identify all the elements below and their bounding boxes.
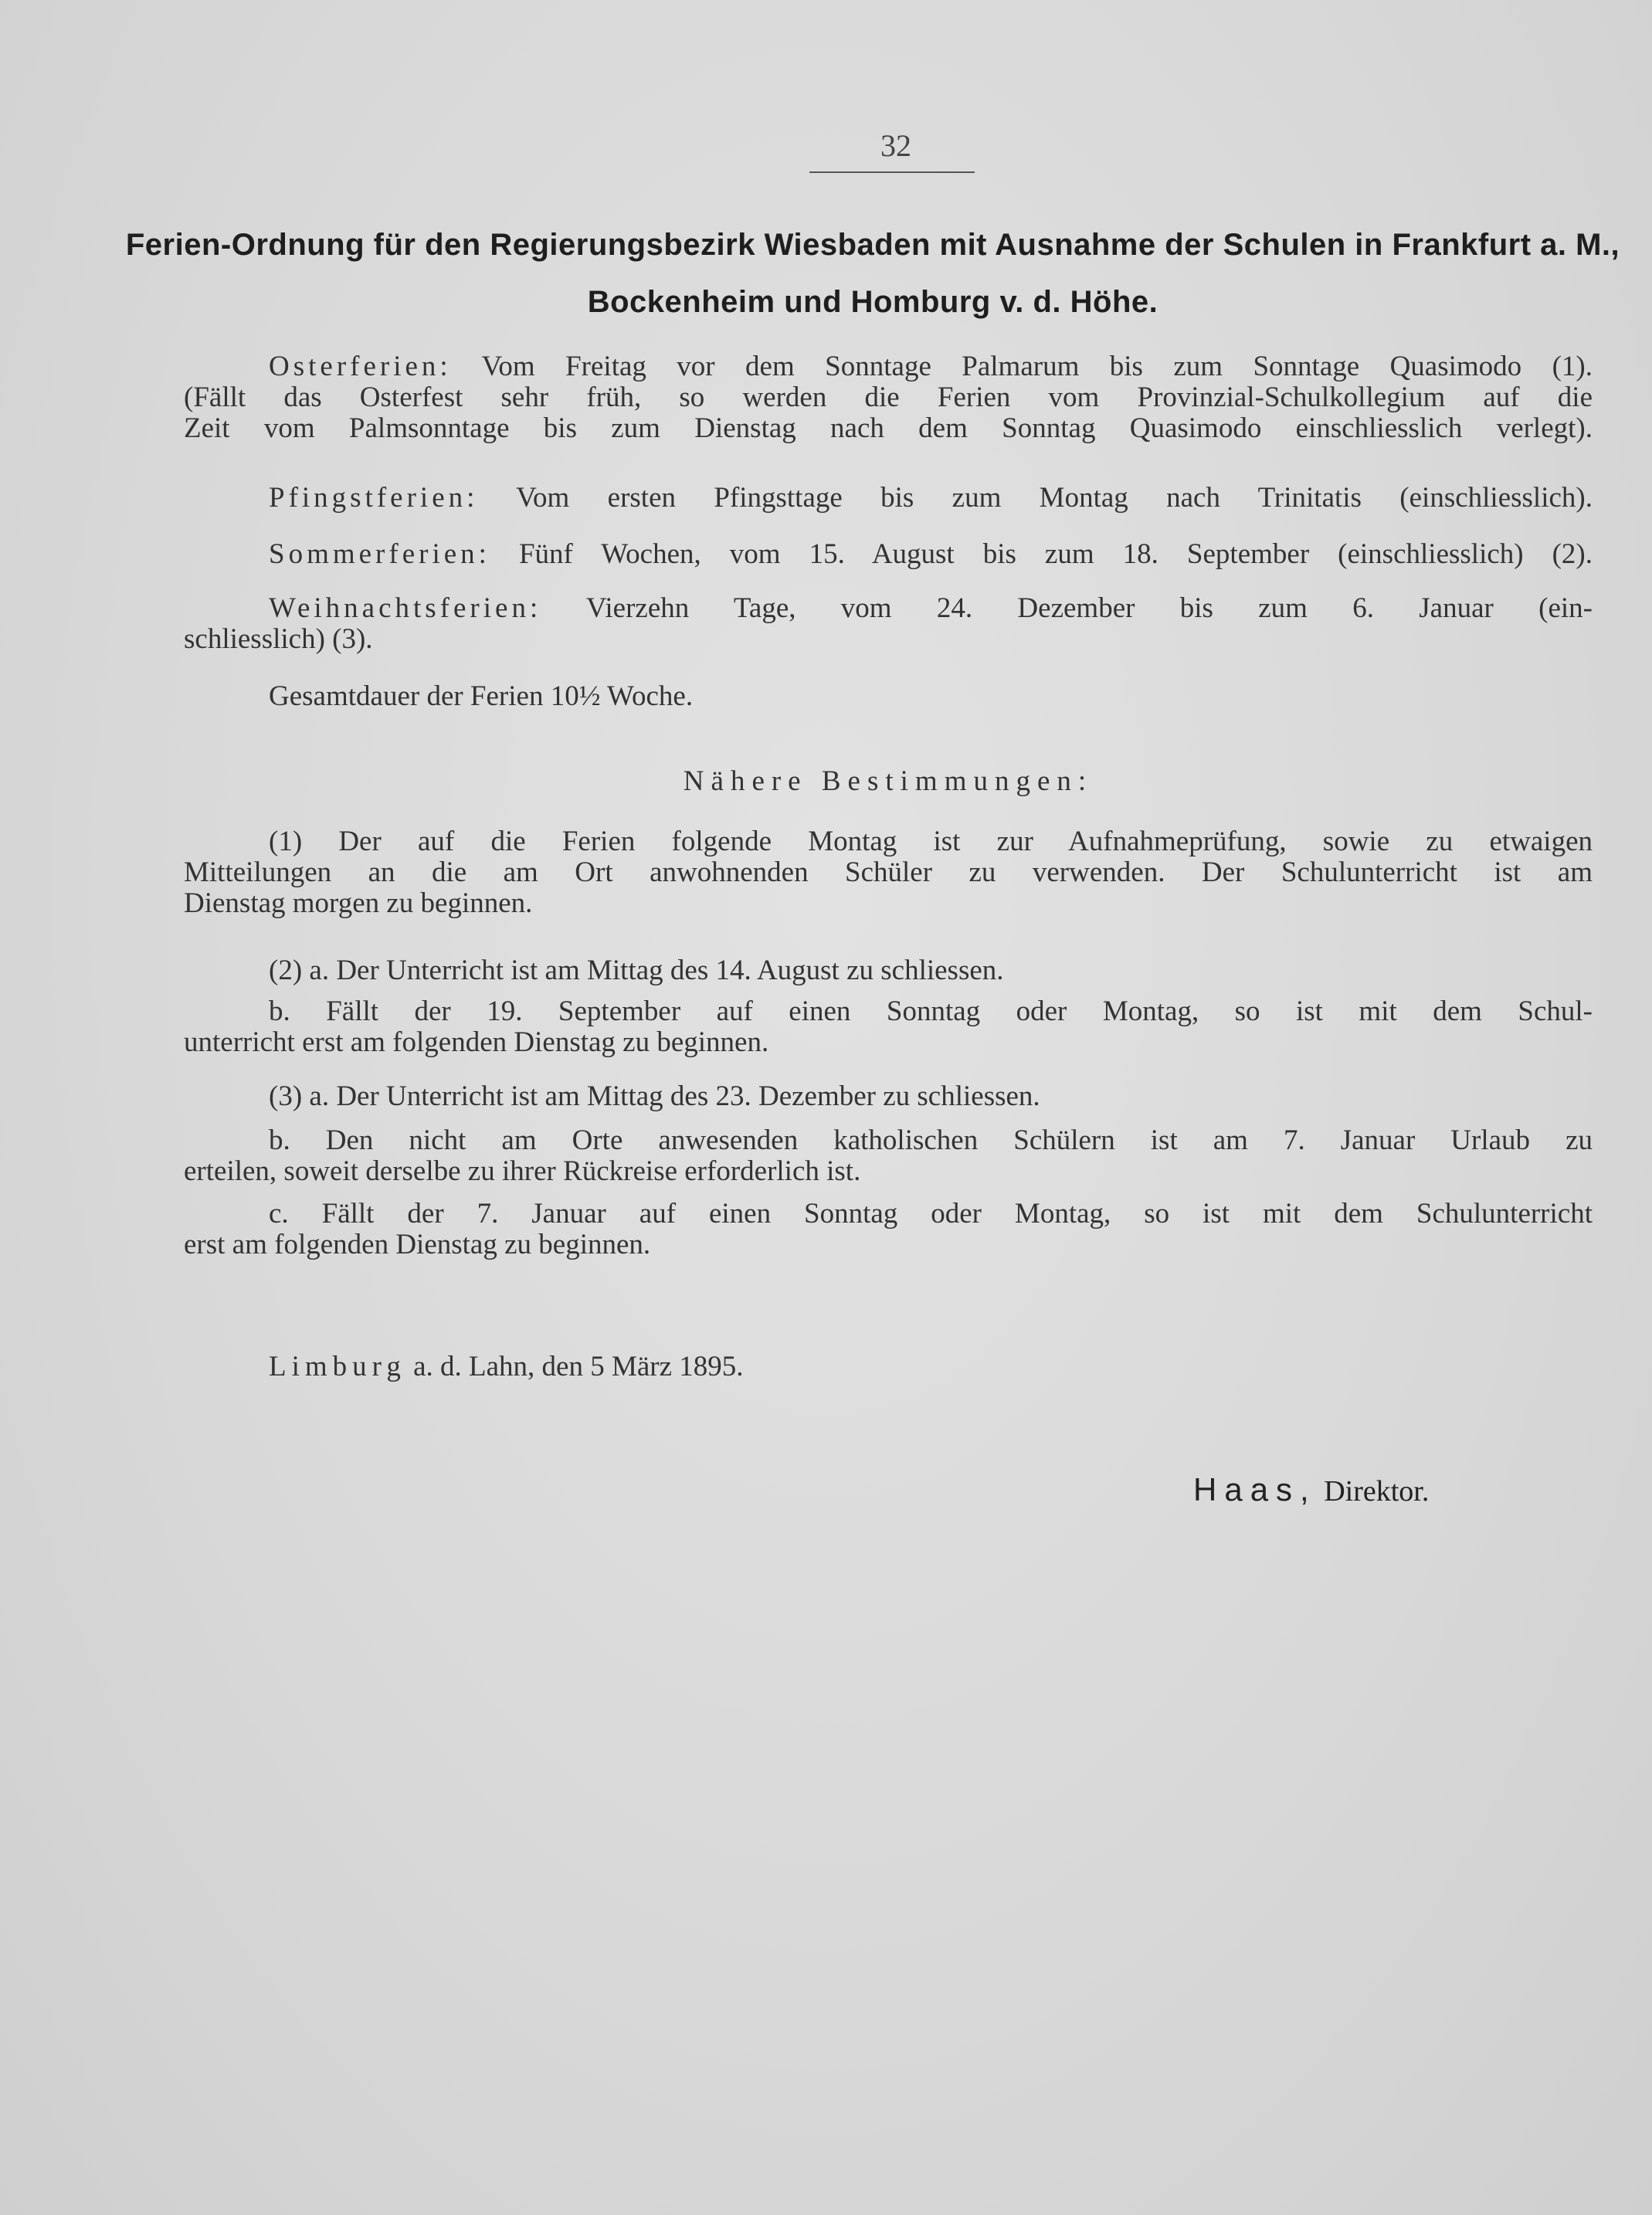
bestimmung-2a-line: (2) a. Der Unterricht ist am Mittag des 14. August zu schliessen. bbox=[269, 955, 1004, 986]
bestimmungen-heading: Nähere Bestimmungen: bbox=[683, 765, 1094, 797]
signer-name: Haas, bbox=[1193, 1471, 1317, 1508]
sommerferien-text: Fünf Wochen, vom 15. August bis zum 18. September (einschliesslich) (2). bbox=[518, 538, 1593, 570]
sommerferien-block bbox=[269, 539, 1593, 570]
bestimmung-3c-block bbox=[184, 1199, 1593, 1260]
bestimmung-3a-line: (3) a. Der Unterricht ist am Mittag des 23. Dezember zu schliessen. bbox=[269, 1080, 1040, 1112]
pfingstferien-label: Pfingstferien: bbox=[269, 482, 479, 514]
bestimmung-2b-line-1: b. Fällt der 19. September auf einen Sonntag oder Montag, so ist mit dem Schul- bbox=[269, 996, 1593, 1027]
pfingstferien-block bbox=[269, 483, 1593, 514]
title-line-2: Bockenheim und Homburg v. d. Höhe. bbox=[587, 285, 1158, 319]
pfingstferien-text: Vom ersten Pfingsttage bis zum Montag nach Trinitatis (einschliesslich). bbox=[516, 482, 1593, 514]
bestimmung-2b-block bbox=[184, 996, 1593, 1058]
pfingstferien-line bbox=[269, 483, 1593, 514]
bestimmung-1-line-2: Mitteilungen an die am Ort anwohnenden Schüler zu verwenden. Der Schulunterricht ist am bbox=[184, 856, 1593, 888]
osterferien-line-2: (Fällt das Osterfest sehr früh, so werden die Ferien vom Provinzial-Schulkollegium auf die bbox=[184, 382, 1593, 413]
bestimmung-3b-line-1: b. Den nicht am Orte anwesenden katholischen Schülern ist am 7. Januar Urlaub zu bbox=[269, 1124, 1593, 1156]
osterferien-block bbox=[184, 351, 1593, 444]
place-date-rest: a. d. Lahn, den 5 März 1895. bbox=[413, 1351, 744, 1382]
place-date bbox=[269, 1352, 1196, 1382]
page-number-rule bbox=[809, 171, 975, 173]
bestimmung-3b-line-2: erteilen, soweit derselbe zu ihrer Rückreise erforderlich ist. bbox=[184, 1155, 861, 1187]
osterferien-line-3: Zeit vom Palmsonntage bis zum Dienstag nach dem Sonntag Quasimodo einschliesslich verlegt). bbox=[184, 412, 1593, 444]
gesamtdauer-text: Gesamtdauer der Ferien 10½ Woche. bbox=[269, 680, 694, 712]
bestimmung-2a-block bbox=[269, 955, 1350, 986]
weihnachtsferien-block bbox=[184, 593, 1593, 655]
signature bbox=[1193, 1471, 1429, 1508]
bestimmung-1-line-1: (1) Der auf die Ferien folgende Montag ist zur Aufnahmeprüfung, sowie zu etwaigen bbox=[269, 826, 1593, 857]
osterferien-label: Osterferien: bbox=[269, 351, 452, 382]
sommerferien-label: Sommerferien: bbox=[269, 538, 490, 570]
osterferien-text-1: Vom Freitag vor dem Sonntage Palmarum bis zum Sonntage Quasimodo (1). bbox=[481, 351, 1593, 382]
gesamtdauer-block bbox=[269, 681, 1041, 712]
place-name: Limburg bbox=[269, 1351, 406, 1382]
title-line-1: Ferien-Ordnung für den Regierungsbezirk Wiesbaden mit Ausnahme der Schulen in Frankfurt a. M., bbox=[125, 228, 1620, 262]
weihnachtsferien-line-1 bbox=[184, 593, 1593, 624]
weihnachtsferien-line-2: schliesslich) (3). bbox=[184, 623, 373, 655]
bestimmung-3c-line-2: erst am folgenden Dienstag zu beginnen. bbox=[184, 1229, 651, 1260]
bestimmung-3c-line-1: c. Fällt der 7. Januar auf einen Sonntag oder Montag, so ist mit dem Schulunterricht bbox=[269, 1198, 1593, 1230]
document-title bbox=[124, 216, 1622, 331]
osterferien-line-1 bbox=[184, 351, 1593, 382]
bestimmung-3a-block bbox=[269, 1081, 1350, 1112]
page-number: 32 bbox=[880, 128, 911, 163]
bestimmung-2b-line-2: unterricht erst am folgenden Dienstag zu beginnen. bbox=[184, 1026, 769, 1058]
bestimmung-1-block bbox=[184, 826, 1593, 919]
weihnachtsferien-text-1: Vierzehn Tage, vom 24. Dezember bis zum 6. Januar (ein- bbox=[585, 592, 1593, 624]
sommerferien-line bbox=[269, 539, 1593, 570]
bestimmung-3b-block bbox=[184, 1125, 1593, 1187]
weihnachtsferien-label: Weihnachtsferien: bbox=[269, 592, 542, 624]
bestimmung-1-line-3: Dienstag morgen zu beginnen. bbox=[184, 887, 533, 919]
place-date-line bbox=[269, 1352, 1196, 1382]
signer-role: Direktor. bbox=[1324, 1475, 1430, 1508]
